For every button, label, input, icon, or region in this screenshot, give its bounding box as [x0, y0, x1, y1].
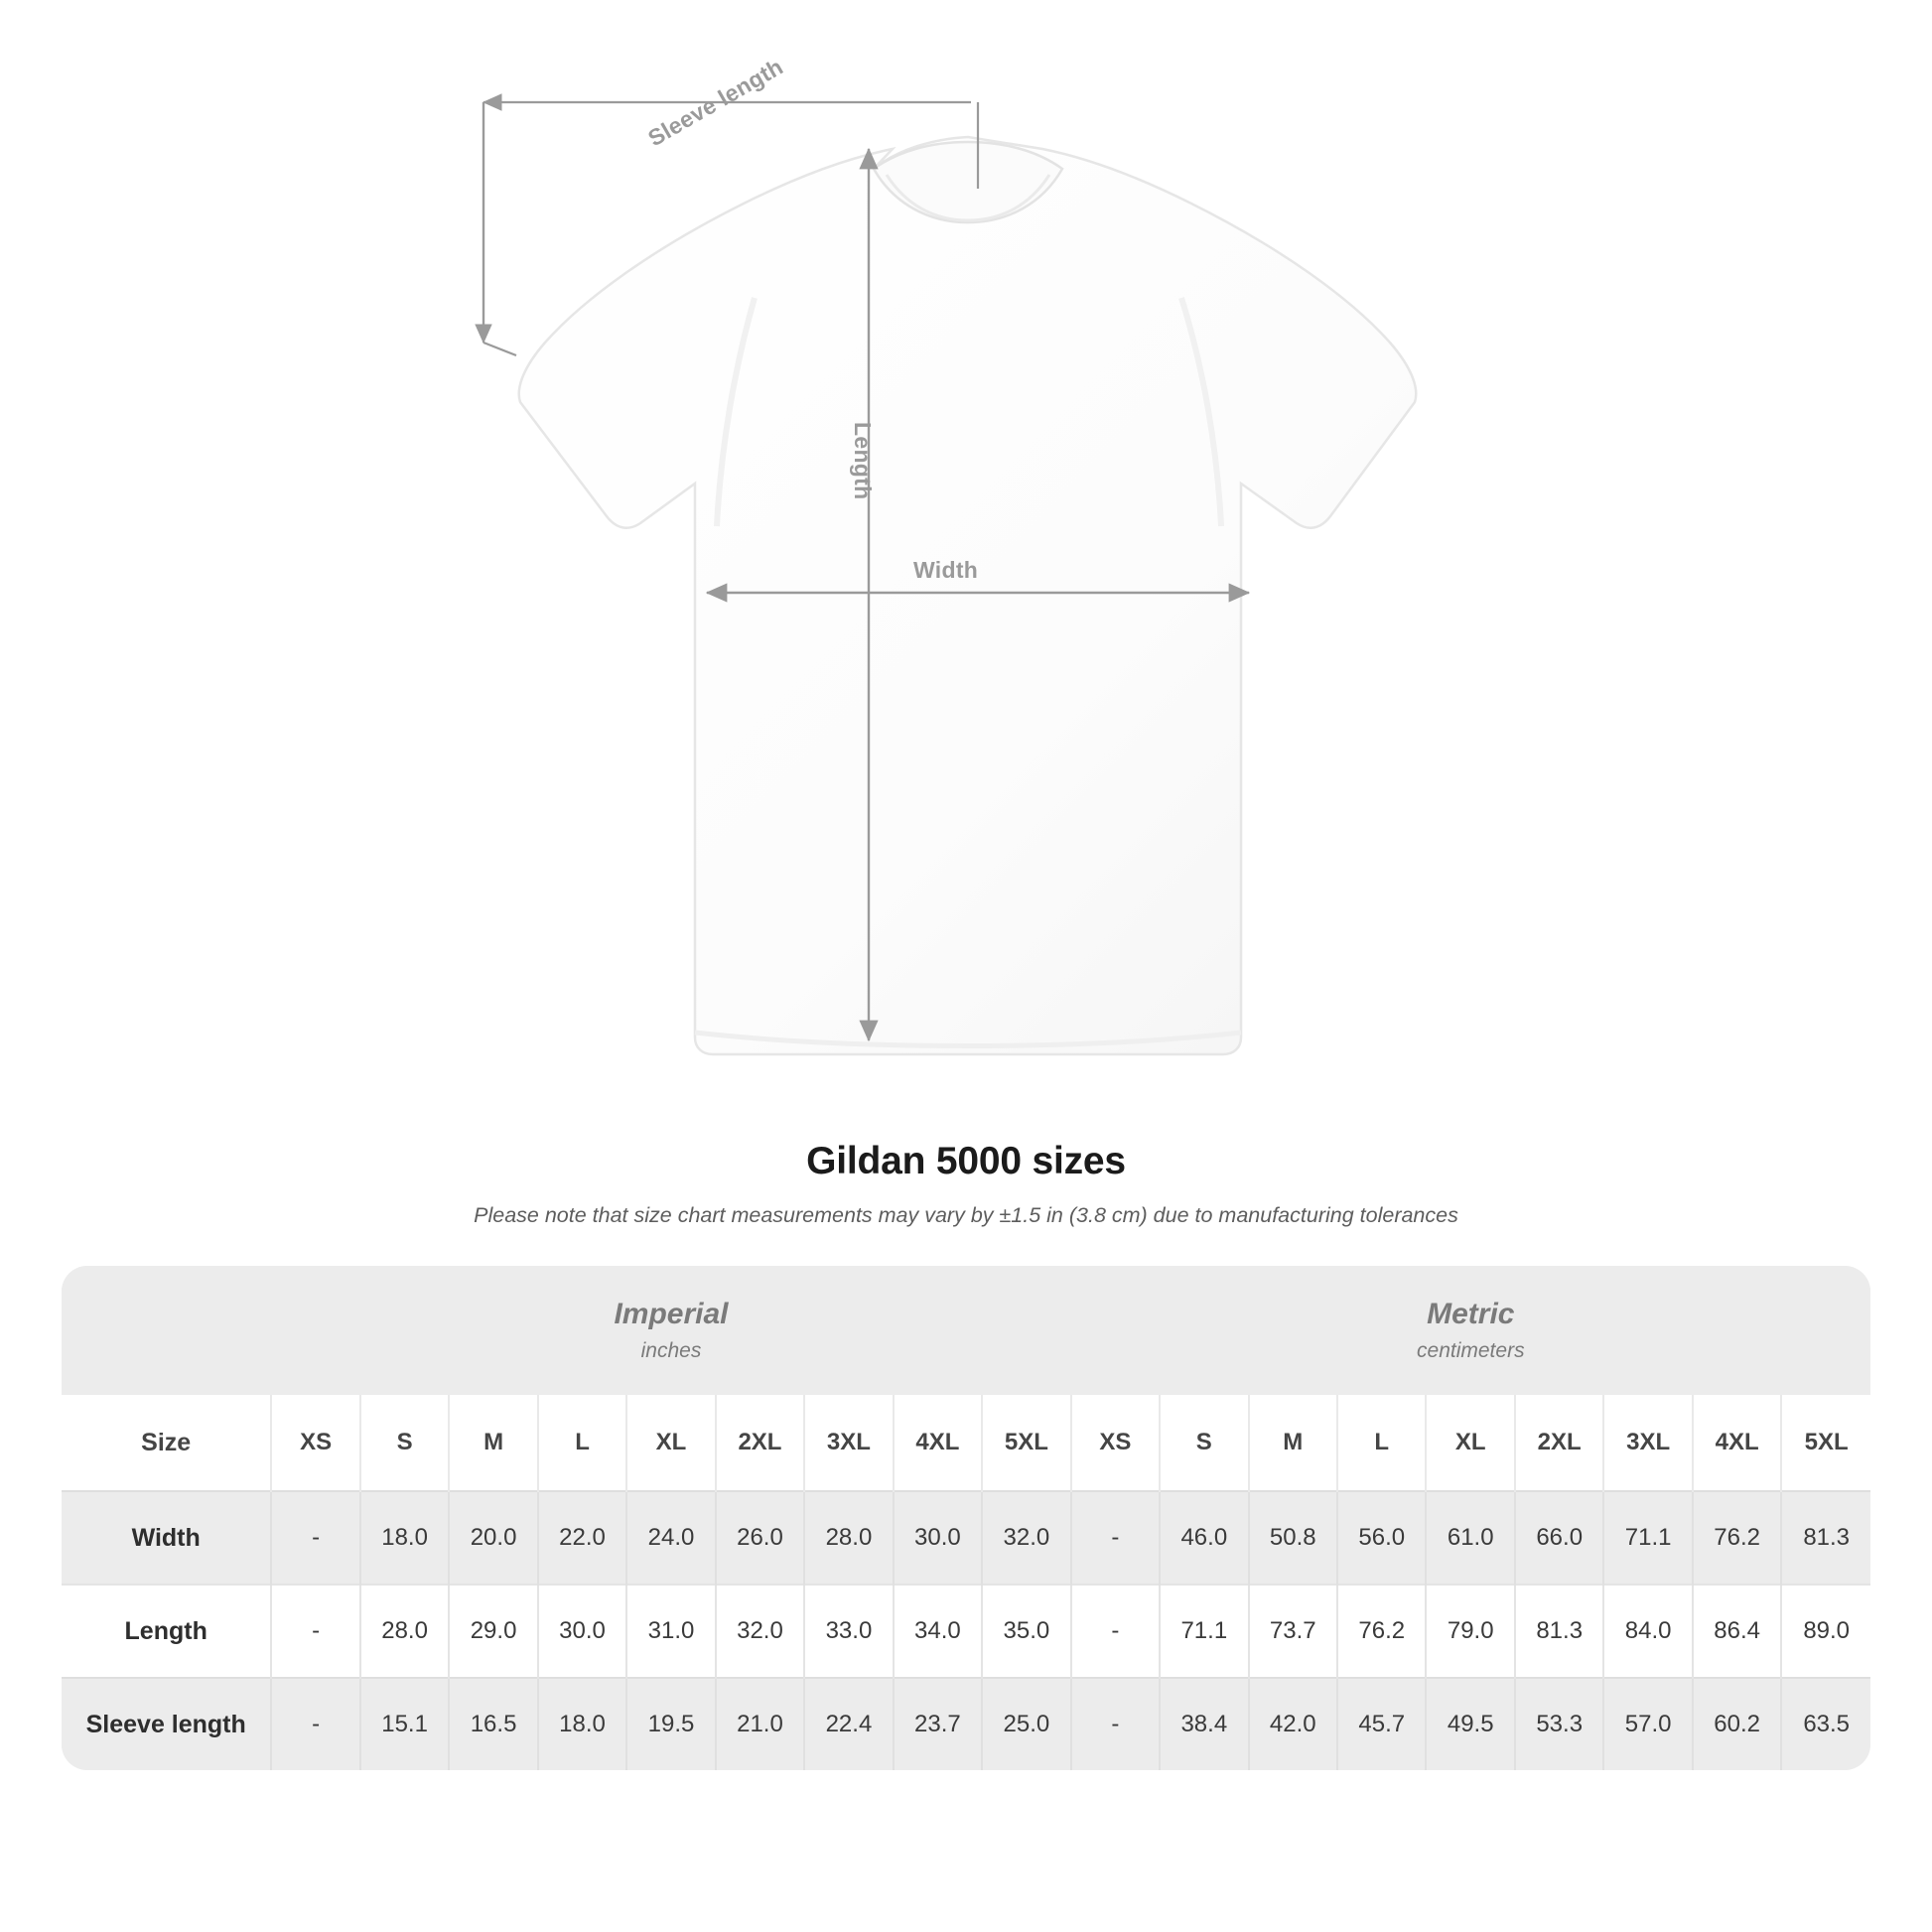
cell-imperial: 16.5 [449, 1678, 537, 1770]
cell-imperial: 32.0 [982, 1491, 1070, 1585]
size-header-cell: S [360, 1395, 449, 1491]
cell-imperial: 30.0 [894, 1491, 982, 1585]
cell-imperial: 25.0 [982, 1678, 1070, 1770]
cell-metric: 53.3 [1515, 1678, 1603, 1770]
width-label: Width [913, 557, 979, 583]
size-header-cell: XL [626, 1395, 715, 1491]
cell-metric: 81.3 [1781, 1491, 1870, 1585]
size-header-cell: 3XL [1603, 1395, 1692, 1491]
page-title: Gildan 5000 sizes [806, 1140, 1126, 1182]
cell-imperial: - [271, 1491, 359, 1585]
size-header-cell: 5XL [1781, 1395, 1870, 1491]
length-label: Length [850, 422, 876, 500]
size-header-cell: 2XL [716, 1395, 804, 1491]
cell-metric: 86.4 [1693, 1585, 1781, 1678]
size-header-cell: 4XL [1693, 1395, 1781, 1491]
cell-metric: 71.1 [1160, 1585, 1248, 1678]
cell-imperial: 18.0 [360, 1491, 449, 1585]
unit-subtitle: centimeters [1417, 1339, 1525, 1362]
cell-imperial: 31.0 [626, 1585, 715, 1678]
unit-header-spacer [62, 1266, 271, 1395]
cell-imperial: 19.5 [626, 1678, 715, 1770]
size-header-cell: M [449, 1395, 537, 1491]
cell-metric: 60.2 [1693, 1678, 1781, 1770]
cell-imperial: 20.0 [449, 1491, 537, 1585]
unit-header-row [62, 1266, 1870, 1395]
cell-metric: 79.0 [1426, 1585, 1514, 1678]
size-header-cell: S [1160, 1395, 1248, 1491]
size-header-cell: XS [1071, 1395, 1160, 1491]
cell-imperial: 22.4 [804, 1678, 893, 1770]
size-header-cell: XS [271, 1395, 359, 1491]
cell-imperial: 18.0 [538, 1678, 626, 1770]
cell-imperial: 34.0 [894, 1585, 982, 1678]
cell-metric: 66.0 [1515, 1491, 1603, 1585]
cell-metric: - [1071, 1585, 1160, 1678]
cell-metric: 81.3 [1515, 1585, 1603, 1678]
cell-metric: 46.0 [1160, 1491, 1248, 1585]
size-header-cell: M [1249, 1395, 1337, 1491]
table-row [62, 1491, 1870, 1585]
size-table-container [62, 1266, 1870, 1770]
table-row [62, 1678, 1870, 1770]
cell-imperial: 21.0 [716, 1678, 804, 1770]
cell-imperial: 15.1 [360, 1678, 449, 1770]
cell-metric: 57.0 [1603, 1678, 1692, 1770]
size-table [62, 1266, 1870, 1770]
size-header-cell: L [538, 1395, 626, 1491]
cell-metric: - [1071, 1678, 1160, 1770]
size-header-cell: 5XL [982, 1395, 1070, 1491]
size-header-label: Size [62, 1395, 271, 1491]
cell-metric: 84.0 [1603, 1585, 1692, 1678]
cell-metric: 76.2 [1337, 1585, 1426, 1678]
size-header-cell: 4XL [894, 1395, 982, 1491]
size-header-cell: 3XL [804, 1395, 893, 1491]
cell-imperial: 24.0 [626, 1491, 715, 1585]
row-label: Width [62, 1491, 271, 1585]
unit-name: Metric [1427, 1298, 1515, 1330]
sleeve-length-label: Sleeve length [643, 53, 788, 152]
unit-header-imperial [271, 1266, 1070, 1395]
cell-imperial: 35.0 [982, 1585, 1070, 1678]
cell-metric: 71.1 [1603, 1491, 1692, 1585]
tolerance-note: Please note that size chart measurements may vary by ±1.5 in (3.8 cm) due to manufacturing tolerances [474, 1203, 1458, 1227]
cell-imperial: 29.0 [449, 1585, 537, 1678]
cell-metric: 63.5 [1781, 1678, 1870, 1770]
cell-metric: 61.0 [1426, 1491, 1514, 1585]
size-header-cell: 2XL [1515, 1395, 1603, 1491]
cell-metric: 38.4 [1160, 1678, 1248, 1770]
tshirt-shape [519, 137, 1417, 1054]
unit-name: Imperial [614, 1298, 729, 1330]
cell-imperial: 33.0 [804, 1585, 893, 1678]
cell-imperial: 28.0 [804, 1491, 893, 1585]
cell-imperial: 23.7 [894, 1678, 982, 1770]
cell-metric: - [1071, 1491, 1160, 1585]
cell-imperial: - [271, 1585, 359, 1678]
row-label: Sleeve length [62, 1678, 271, 1770]
cell-metric: 56.0 [1337, 1491, 1426, 1585]
cell-imperial: 22.0 [538, 1491, 626, 1585]
cell-metric: 76.2 [1693, 1491, 1781, 1585]
size-header-cell: L [1337, 1395, 1426, 1491]
heading-block [0, 1140, 1932, 1228]
cell-metric: 45.7 [1337, 1678, 1426, 1770]
cell-metric: 89.0 [1781, 1585, 1870, 1678]
cell-metric: 49.5 [1426, 1678, 1514, 1770]
cell-imperial: 32.0 [716, 1585, 804, 1678]
row-label: Length [62, 1585, 271, 1678]
cell-metric: 73.7 [1249, 1585, 1337, 1678]
cell-imperial: 26.0 [716, 1491, 804, 1585]
cell-metric: 42.0 [1249, 1678, 1337, 1770]
table-row [62, 1585, 1870, 1678]
unit-header-metric [1071, 1266, 1870, 1395]
size-header-row [62, 1395, 1870, 1491]
cell-imperial: 28.0 [360, 1585, 449, 1678]
cell-imperial: 30.0 [538, 1585, 626, 1678]
cell-imperial: - [271, 1678, 359, 1770]
cell-metric: 50.8 [1249, 1491, 1337, 1585]
size-header-cell: XL [1426, 1395, 1514, 1491]
unit-subtitle: inches [640, 1339, 702, 1362]
